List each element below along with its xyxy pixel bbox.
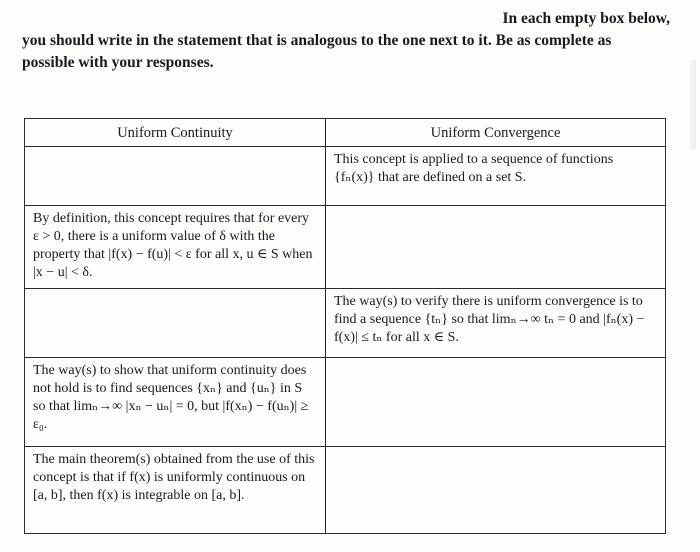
header-uniform-continuity: Uniform Continuity — [25, 119, 326, 147]
statement-applied-to-sequence: This concept is applied to a sequence of functions {fₙ(x)} that are defined on a set S. — [334, 152, 614, 185]
page-edge-shadow — [690, 60, 696, 150]
table-cell — [326, 289, 666, 358]
table-row — [25, 206, 666, 289]
table-header-row — [25, 119, 666, 147]
table-row — [25, 289, 666, 358]
instructions-line-2: you should write in the statement that is analogous to the one next to it. Be as complete as — [22, 32, 612, 49]
table-cell — [25, 206, 326, 289]
instructions — [22, 8, 670, 74]
table-row — [25, 358, 666, 447]
table-row — [25, 447, 666, 534]
table-cell — [326, 147, 666, 206]
comparison-table — [24, 118, 666, 534]
statement-verify-convergence: The way(s) to verify there is uniform convergence is to find a sequence {tₙ} so that limₙ→∞ tₙ = 0 and |fₙ(x) − f(x)| ≤ tₙ for all x ∈ S. — [334, 294, 645, 345]
empty-answer-box[interactable] — [326, 206, 666, 289]
table-cell — [25, 358, 326, 447]
header-uniform-convergence: Uniform Convergence — [326, 119, 666, 147]
statement-definition: By definition, this concept requires that for every ε > 0, there is a uniform value of δ with the property that |f(x) − f(u)| < ε for all x, u ∈ S when |x − u| < δ. — [33, 211, 313, 280]
instructions-line-3: possible with your responses. — [22, 54, 214, 71]
statement-main-theorem: The main theorem(s) obtained from the use of this concept is that if f(x) is uniformly continuous on [a, b], then f(x) is integrable on [a, b]. — [33, 452, 315, 503]
empty-answer-box[interactable] — [326, 447, 666, 534]
table-row — [25, 147, 666, 206]
instructions-line-1: In each empty box below, — [502, 10, 670, 27]
empty-answer-box[interactable] — [25, 147, 326, 206]
empty-answer-box[interactable] — [25, 289, 326, 358]
statement-show-not-uniform: The way(s) to show that uniform continuity does not hold is to find sequences {xₙ} and {uₙ} in S so that limₙ→∞ |xₙ − uₙ| = 0, but |f(xₙ) − f(uₙ)| ≥ ε₀. — [33, 363, 309, 432]
empty-answer-box[interactable] — [326, 358, 666, 447]
table-cell — [25, 447, 326, 534]
